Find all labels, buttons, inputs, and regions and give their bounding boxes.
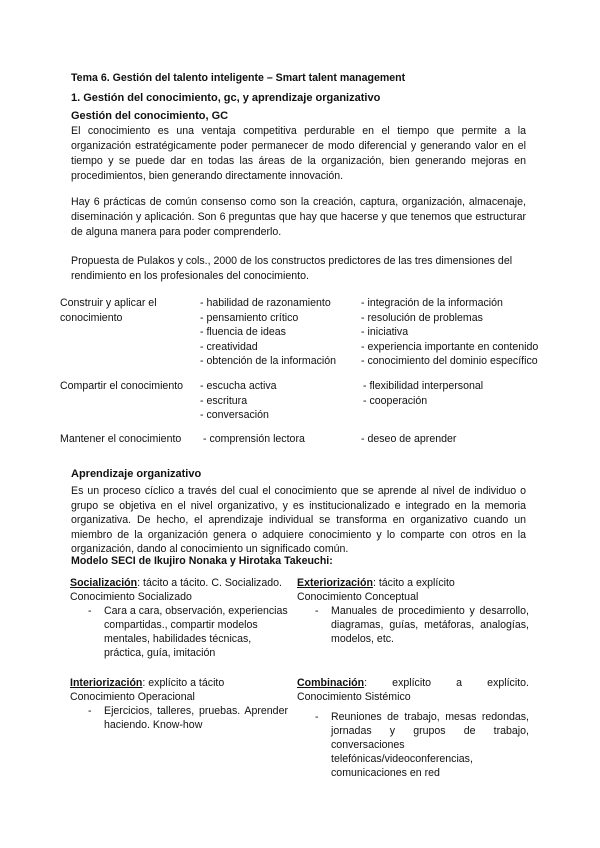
row-mantener-col3: - deseo de aprender — [361, 433, 457, 445]
gc-paragraph-1: El conocimiento es una ventaja competitiva perdurable en el tiempo que permite a la organización estratégicamente poder permanecer de modo diferencial y generando valor en el tiempo y se puede dar en todas las áreas de la organización, bien generando mejoras en procedimientos, bien generando directamente innovación. — [71, 125, 526, 182]
table-cell: - experiencia importante en contenido — [361, 340, 539, 353]
seci-box-desc: : tácito a tácito. C. Socializado. — [137, 577, 282, 589]
gc-paragraph-2: Hay 6 prácticas de común consenso como son la creación, captura, organización, almacenaje, diseminación y aplicación. Son 6 preguntas que hay que hacerse y que tenemos que estructurar de alguna manera para poder comprenderlo. — [71, 196, 526, 238]
seci-box-list — [315, 604, 529, 646]
table-cell: - resolución de problemas — [361, 311, 483, 324]
seci-box-name: Interiorización — [70, 677, 143, 689]
table-cell: - iniciativa — [361, 326, 409, 338]
subsection-heading: Gestión del conocimiento, GC — [71, 110, 229, 122]
aprendizaje-text: Es un proceso cíclico a través del cual el conocimiento que se aprende al nivel de individuo o grupo se objetiva en el nivel organizativo, y es institucionalizado e integrado en la memoria organizativa. De hecho, el aprendizaje individual se transforma en organizativo cuando un miembro de la organización genera o adquiere conocimiento y lo comparte con otros en la organización, dando al conocimiento un significado común. — [71, 485, 526, 555]
table-cell: - pensamiento crítico — [200, 311, 299, 324]
aprendizaje-title: Aprendizaje organizativo — [71, 468, 202, 480]
seci-box-list — [315, 710, 529, 780]
table-cell: - conocimiento del dominio específico — [361, 355, 538, 367]
seci-title: Modelo SECI de Ikujiro Nonaka y Hirotaka Takeuchi: — [71, 555, 333, 567]
row-label-compartir: Compartir el conocimiento — [60, 380, 184, 392]
list-item: - Cara a cara, observación, experiencias compartidas., compartir modelos mentales, habilidades técnicas, práctica, guía, imitación — [88, 604, 290, 660]
table-cell: - escritura — [200, 394, 248, 407]
seci-box-desc: : explícito a explícito. Conocimiento Sistémico — [297, 677, 529, 703]
row-construir-col3 — [361, 296, 538, 369]
seci-socializacion — [70, 576, 290, 660]
table-cell: - escucha activa — [200, 380, 277, 392]
table-cell: - creatividad — [200, 340, 258, 353]
table-cell: - habilidad de razonamiento — [200, 297, 331, 309]
table-cell: - cooperación — [363, 394, 428, 407]
gc-paragraph-3: Propuesta de Pulakos y cols., 2000 de los constructos predictores de las tres dimensiones del rendimiento en los profesionales del conocimiento. — [71, 255, 513, 282]
seci-box-desc: : tácito a explícito — [372, 577, 455, 589]
row-label-mantener: Mantener el conocimiento — [60, 433, 182, 445]
seci-box-name: Exteriorización — [297, 577, 373, 589]
table-cell: - flexibilidad interpersonal — [363, 380, 484, 392]
list-item: - Ejercicios, talleres, pruebas. Aprender haciendo. Know-how — [88, 704, 288, 732]
seci-interiorizacion — [70, 676, 288, 732]
seci-box-type: Conocimiento Operacional — [70, 691, 195, 703]
seci-box-type: Conocimiento Conceptual — [297, 591, 419, 603]
seci-box-name: Combinación — [297, 677, 365, 689]
seci-box-desc: : explícito a tácito — [142, 677, 225, 689]
seci-box-name: Socialización — [70, 577, 138, 589]
doc-title: Tema 6. Gestión del talento inteligente – Smart talent management — [71, 72, 406, 84]
seci-box-list — [88, 704, 288, 732]
row-label-construir: Construir y aplicar el conocimiento — [60, 297, 157, 324]
section-heading: 1. Gestión del conocimiento, gc, y aprendizaje organizativo — [71, 92, 381, 104]
row-compartir-col3 — [363, 379, 483, 408]
table-cell: - obtención de la información — [200, 355, 337, 367]
row-mantener-col2: - comprensión lectora — [203, 433, 305, 445]
seci-box-type: Conocimiento Socializado — [70, 591, 192, 603]
seci-combinacion — [297, 676, 529, 780]
seci-box-list — [88, 604, 290, 660]
table-cell: - conversación — [200, 409, 269, 421]
list-item: - Reuniones de trabajo, mesas redondas, jornadas y grupos de trabajo, conversaciones telefónicas/videoconferencias, comunicaciones en red — [315, 710, 529, 780]
row-compartir-col2 — [200, 379, 277, 423]
table-cell: - integración de la información — [361, 297, 503, 309]
table-cell: - fluencia de ideas — [200, 326, 286, 338]
seci-exteriorizacion — [297, 576, 529, 646]
list-item: - Manuales de procedimiento y desarrollo, diagramas, guías, metáforas, analogías, modelos, etc. — [315, 604, 529, 646]
row-construir-col2 — [200, 296, 336, 369]
